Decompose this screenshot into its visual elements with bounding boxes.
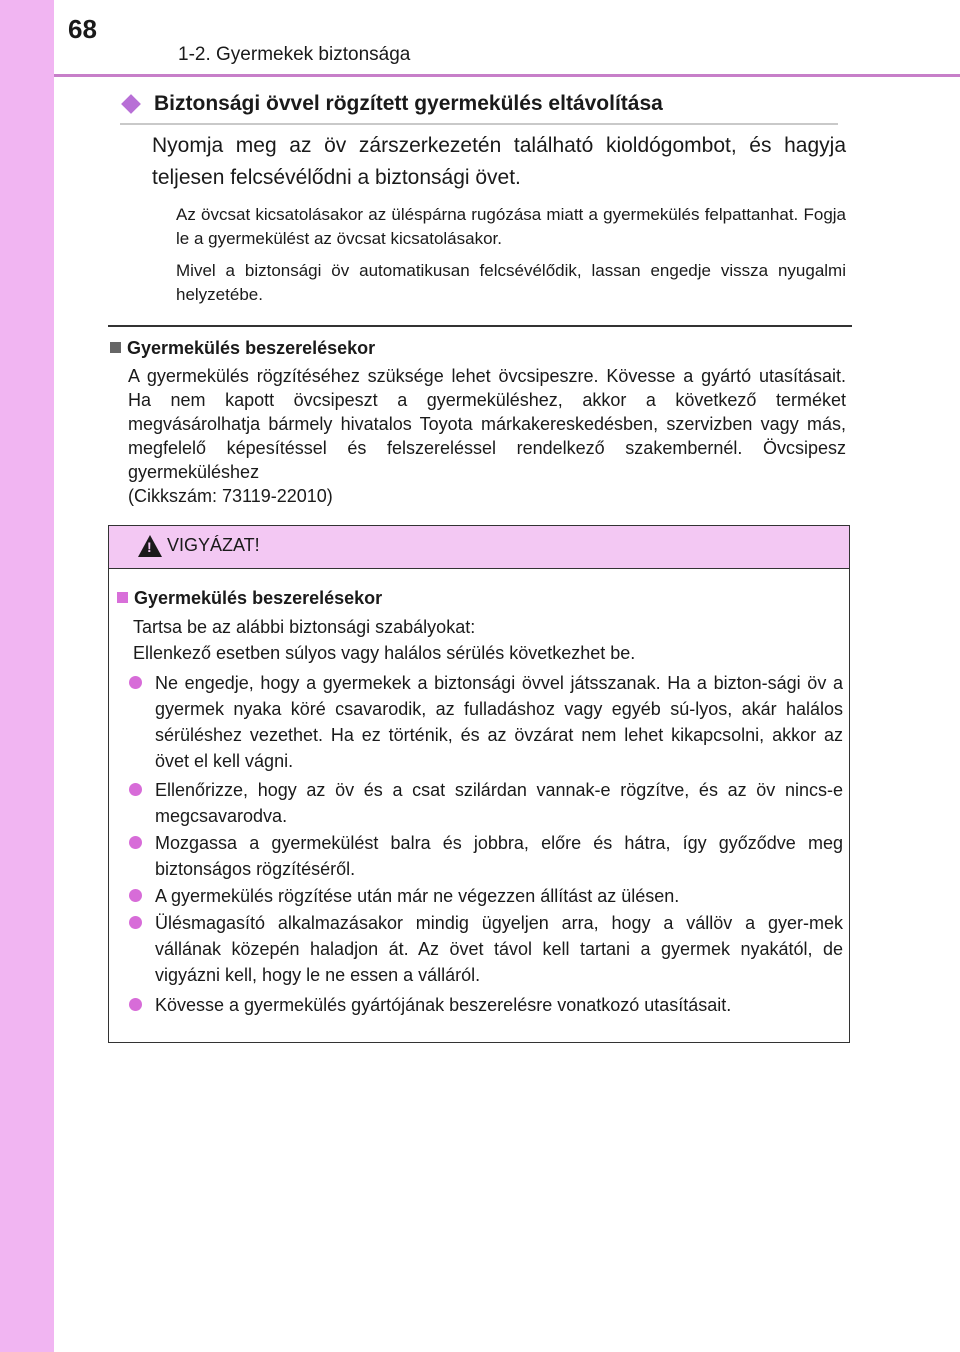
- chapter-title: 1-2. Gyermekek biztonsága: [178, 44, 411, 65]
- info-heading-text: Gyermekülés beszerelésekor: [127, 338, 376, 358]
- caution-bullet: [129, 992, 843, 1018]
- bullet-dot-icon: [129, 889, 142, 902]
- diamond-icon: [121, 94, 141, 114]
- bullet-dot-icon: [129, 783, 142, 796]
- caution-bullet-text: Ne engedje, hogy a gyermekek a biztonsági övvel játsszanak. Ha a bizton-sági öv a gyermek nyaka köré csavarodik, az fulladáshoz vagy egyéb sú-lyos, akár halálos sérüléshez vezethet. Ha ez történik, és az övzárat nem lehet kikapcsolni, akkor az övet el kell vágni.: [155, 673, 843, 771]
- lead-instruction: Nyomja meg az öv zárszerkezetén található kioldógombot, és hagyja teljesen felcsévélődni a biztonsági övet.: [152, 134, 846, 189]
- square-bullet-icon: [110, 342, 121, 353]
- caution-bullet: [129, 830, 843, 882]
- section-title-text: Biztonsági övvel rögzített gyermekülés eltávolítása: [154, 92, 663, 115]
- page-number: 68: [68, 14, 97, 44]
- section-header: [120, 88, 838, 125]
- caution-bullet: [129, 910, 843, 988]
- note-paragraph-2: Mivel a biztonsági öv automatikusan felcsévélődik, lassan engedje vissza nyugalmi helyzetébe.: [176, 261, 846, 304]
- caution-bullet-text: Ülésmagasító alkalmazásakor mindig ügyeljen arra, hogy a vállöv a gyer-mek vállának közepén haladjon át. Az övet távol kell tartani a gyermek nyakától, de vigyázni kell, hogy le ne essen a válláról.: [155, 913, 843, 985]
- caution-heading-text: Gyermekülés beszerelésekor: [134, 588, 383, 608]
- bullet-dot-icon: [129, 676, 142, 689]
- bullet-dot-icon: [129, 916, 142, 929]
- warning-triangle-icon: [138, 535, 162, 557]
- square-bullet-icon: [117, 592, 128, 603]
- caution-bullet: [129, 777, 843, 829]
- note-paragraph-1: Az övcsat kicsatolásakor az üléspárna rugózása miatt a gyermekülés felpattanhat. Fogja le a gyermekülést az övcsat kicsatolásakor.: [176, 205, 846, 248]
- header-rule: [54, 74, 960, 77]
- caution-label: VIGYÁZAT!: [167, 535, 260, 555]
- section-rule: [120, 123, 838, 125]
- bullet-dot-icon: [129, 836, 142, 849]
- caution-heading: [117, 586, 382, 610]
- caution-bullet: [129, 883, 843, 909]
- caution-header: [109, 526, 849, 569]
- info-heading: [110, 336, 375, 360]
- caution-bullet-text: Mozgassa a gyermekülést balra és jobbra, előre és hátra, így győződve meg biztonságos rögzítéséről.: [155, 833, 843, 879]
- info-paragraph: A gyermekülés rögzítéséhez szüksége lehet övcsipeszre. Kövesse a gyártó utasításait. Ha nem kapott övcsipeszt a gyermeküléshez, akkor a következő terméket megvásárolhatja bármely hivatalos Toyota márkakereskedésben, szervizben vagy más, megfelelő képesítéssel és felszereléssel rendelkező szakembernél. Övcsipesz gyermeküléshez: [128, 366, 846, 482]
- caution-bullet-text: Ellenőrizze, hogy az öv és a csat szilárdan vannak-e rögzítve, és az öv nincs-e megcsavarodva.: [155, 780, 843, 826]
- caution-bullet-text: Kövesse a gyermekülés gyártójának beszerelésre vonatkozó utasításait.: [155, 995, 732, 1015]
- bullet-dot-icon: [129, 998, 142, 1011]
- caution-bullet: [129, 670, 843, 774]
- caution-intro: [133, 614, 843, 666]
- part-number: (Cikkszám: 73119-22010): [128, 486, 333, 506]
- caution-box: [108, 525, 850, 1043]
- section-title: [120, 88, 838, 120]
- divider-rule: [108, 325, 852, 327]
- caution-intro-line-2: Ellenkező esetben súlyos vagy halálos sérülés következhet be.: [133, 643, 636, 663]
- caution-intro-line-1: Tartsa be az alábbi biztonsági szabályokat:: [133, 617, 476, 637]
- caution-bullet-text: A gyermekülés rögzítése után már ne végezzen állítást az ülésen.: [155, 886, 680, 906]
- side-tab-strip: [0, 0, 54, 1352]
